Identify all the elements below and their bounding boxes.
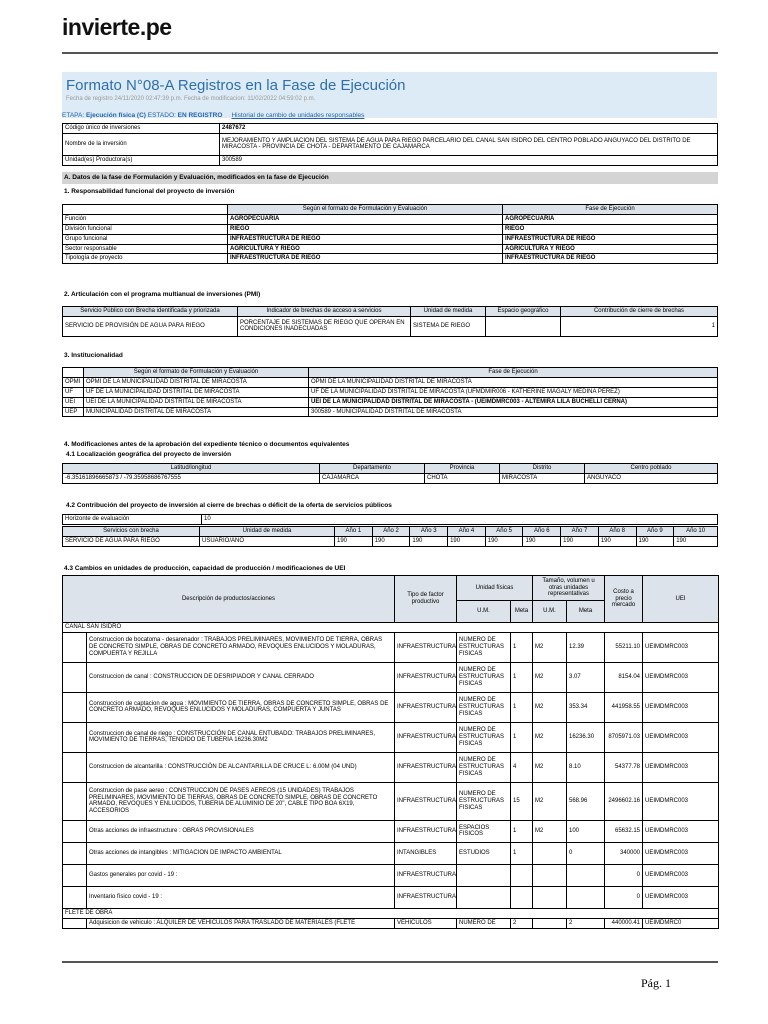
table-row: Función AGROPECUARIA AGROPECUARIA <box>63 214 718 224</box>
table-row: Inventario físico covid - 19 : INFRAESTRUCTURA 0 UEIMDMRC003 <box>63 886 719 908</box>
table-row: Adquisicion de vehiculo : ALQUILER DE VEHICULOS PARA TRASLADO DE MATERIALES (FLETE VEHICULOS NUMERO DE 2 2 440000.41 UEIMDMRC0 <box>63 918 719 928</box>
table-header: Latitud/longitud Departamento Provincia Distrito Centro poblado <box>63 464 718 474</box>
table-header: Según el formato de Formulación y Evaluación Fase de Ejecución <box>63 368 718 378</box>
page-number: Pág. 1 <box>641 976 671 990</box>
table-row: SERVICIO DE PROVISIÓN DE AGUA PARA RIEGO PORCENTAJE DE SISTEMAS DE RIEGO QUE OPERAN EN CONDICIONES INADECUADAS SISTEMA DE RIEGO 1 <box>63 316 718 336</box>
section-2-title: 2. Articulación con el programa multianual de inversiones (PMI) <box>64 291 261 298</box>
etapa-line: ETAPA: Ejecución física (C) ESTADO: EN REGISTRO Historial de cambio de unidades responsables <box>62 112 365 119</box>
table-header: Servicio Público con Brecha identificada y priorizada Indicador de brechas de acceso a servicios Unidad de medida Espacio geográfico Contribución de cierre de brechas <box>63 307 718 317</box>
section-41-title: 4.1 Localización geográfica del proyecto de inversión <box>66 451 232 458</box>
table-row: Gastos generales por covid - 19 : INFRAESTRUCTURA 0 UEIMDMRC003 <box>63 864 719 886</box>
table-row: Nombre de la inversión MEJORAMIENTO Y AMPLIACION DEL SISTEMA DE AGUA PARA RIEGO PARCELARIO DEL CANAL SAN ISIDRO DEL CENTRO POBLADO ANGUYACO DEL DISTRITO DE MIRACOSTA - PROVINCIA DE CHOTA - DEPARTAMENTO DE CAJAMARCA <box>63 133 718 155</box>
table-row: UEP MUNICIPALIDAD DISTRITAL DE MIRACOSTA 300589 - MUNICIPALIDAD DISTRITAL DE MIRACOSTA <box>63 407 718 417</box>
table-row: Grupo funcional INFRAESTRUCTURA DE RIEGO INFRAESTRUCTURA DE RIEGO <box>63 234 718 244</box>
table-row: SERVICIO DE AGUA PARA RIEGO USUARIO/AÑO 190 190 190 190 190 190 190 190 190 190 <box>63 536 718 546</box>
table-row: Construccion de alcantarilla : CONSTRUCCIÓN DE ALCANTARILLA DE CRUCE L: 6.00M (04 UND) INFRAESTRUCTURA NUMERO DE ESTRUCTURAS FISICAS 4 M2 8.10 54377.78 UEIMDMRC003 <box>63 752 719 782</box>
institucionalidad-table <box>62 367 718 417</box>
table-row: Unidad(es) Productora(s) 300589 <box>63 155 718 165</box>
horizonte-table <box>62 514 718 525</box>
section-4-title: 4. Modificaciones antes de la aprobación del expediente técnico o documentos equivalentes <box>64 441 350 448</box>
footer-rule <box>62 961 718 963</box>
section-a-title: A. Datos de la fase de Formulación y Evaluación, modificados en la fase de Ejecución <box>64 174 329 181</box>
table-row: Construccion de pase aereo : CONSTRUCCION DE PASES AEREOS (15 UNIDADES) TRABAJOS PRELIMINARES, MOVIMIENTO DE TIERRAS, OBRAS DE CONCRETO SIMPLE, OBRAS DE CONCRETO ARMADO, REVOQUES Y ENLUCIDOS, TUBERIA DE ALUMINIO DE 20", CABLE TIPO BOA 6X19, ACCESORIOS INFRAESTRUCTURA NUMERO DE ESTRUCTURAS FISICAS 15 M2 568.96 2496602.16 UEIMDMRC003 <box>63 782 719 820</box>
group-row: FLETE DE OBRA <box>63 908 719 918</box>
productos-table <box>62 575 719 929</box>
table-row: Construccion de canal de riego : CONSTRUCCIÓN DE CANAL ENTUBADO: TRABAJOS PRELIMINARES, MOVIMIENTO DE TIERRAS, TENDIDO DE TUBERIA 16236.30M2 INFRAESTRUCTURA NUMERO DE ESTRUCTURAS FISICAS 1 M2 16236.30 8705971.03 UEIMDMRC003 <box>63 722 719 752</box>
section-3-title: 3. Institucionalidad <box>64 352 123 359</box>
table-row: Construccion de captacion de agua : MOVIMIENTO DE TIERRA, OBRAS DE CONCRETO SIMPLE, OBRAS DE CONCRETO ARMADO, REVOQUES ENLUCIDOS Y MOLADURAS, COMPUERTA Y JUNTAS INFRAESTRUCTURA NUMERO DE ESTRUCTURAS FISICAS 1 M2 353.34 441958.55 UEIMDMRC003 <box>63 692 719 722</box>
pmi-table <box>62 306 718 337</box>
header-rule <box>62 52 718 54</box>
table-row: UEI UEI DE LA MUNICIPALIDAD DISTRITAL DE MIRACOSTA UEI DE LA MUNICIPALIDAD DISTRITAL DE MIRACOSTA - (UEIMDMRC003 - ALTEMIRA LILA BUCHELLI CERNA) <box>63 397 718 407</box>
table-header: Descripción de productos/acciones Tipo de factor productivo Unidad físicas Tamaño, volumen u otras unidades representativas Costo a precio mercado UEI <box>63 576 719 601</box>
table-row: Construccion de canal : CONSTRUCCION DE DESRIPIADOR Y CANAL CERRADO INFRAESTRUCTURA NUMERO DE ESTRUCTURAS FISICAS 1 M2 3.07 8154.04 UEIMDMRC003 <box>63 662 719 692</box>
table-row: Construccion de bocatoma - desarenador : TRABAJOS PRELIMINARES, MOVIMIENTO DE TIERRA, OBRAS DE CONCRETO SIMPLE, OBRAS DE CONCRETO ARMADO, REVOQUES ENLUCIDOS Y MOLADURAS, COMPUERTA Y REJILLA INFRAESTRUCTURA NUMERO DE ESTRUCTURAS FISICAS 1 M2 12.39 55211.10 UEIMDMRC003 <box>63 632 719 662</box>
historial-link[interactable]: Historial de cambio de unidades responsables <box>231 112 365 119</box>
table-row: División funcional RIEGO RIEGO <box>63 224 718 234</box>
logo: invierte.pe <box>62 14 172 40</box>
table-row: UF UF DE LA MUNICIPALIDAD DISTRITAL DE MIRACOSTA UF DE LA MUNICIPALIDAD DISTRITAL DE MIRACOSTA (UFMDMIR006 - KATHERINE MAGALY MEDINA PEREZ) <box>63 387 718 397</box>
table-row: Código único de inversiones 2487672 <box>63 124 718 134</box>
section-42-title: 4.2 Contribución del proyecto de inversión al cierre de brechas o déficit de la oferta de servicios públicos <box>66 502 392 509</box>
table-row: OPMI OPMI DE LA MUNICIPALIDAD DISTRITAL DE MIRACOSTA OPMI DE LA MUNICIPALIDAD DISTRITAL DE MIRACOSTA <box>63 377 718 387</box>
page-title: Formato N°08-A Registros en la Fase de Ejecución <box>66 77 406 94</box>
table-row: Otras acciones de infraestructure : OBRAS PROVISIONALES INFRAESTRUCTURA ESPACIOS FISICOS 1 M2 100 65632.15 UEIMDMRC003 <box>63 820 719 842</box>
table-row: Sector responsable AGRICULTURA Y RIEGO AGRICULTURA Y RIEGO <box>63 244 718 254</box>
group-row: CANAL SAN ISIDRO <box>63 623 719 633</box>
estado-value: EN REGISTRO <box>177 112 223 119</box>
table-row: Otras acciones de intangibles : MITIGACION DE IMPACTO AMBIENTAL INTANGIBLES ESTUDIOS 1 0 340000 UEIMDMRC003 <box>63 842 719 864</box>
table-row: Tipología de proyecto INFRAESTRUCTURA DE RIEGO INFRAESTRUCTURA DE RIEGO <box>63 254 718 264</box>
responsabilidad-table <box>62 204 718 264</box>
record-dates: Fecha de registro 24/11/2020 02:47:39 p.m. Fecha de modificacion: 11/02/2022 04:59:02 p.m. <box>66 96 316 102</box>
table-header: Según el formato de Formulación y Evaluación Fase de Ejecución <box>63 205 718 215</box>
table-header: Servicios con brecha Unidad de medida Año 1 Año 2 Año 3 Año 4 Año 5 Año 6 Año 7 Año 8 Año 9 Año 10 <box>63 527 718 537</box>
section-43-title: 4.3 Cambios en unidades de producción, capacidad de producción / modificaciones de UEI <box>64 565 346 572</box>
localizacion-table <box>62 463 718 484</box>
etapa-value: Ejecución física (C) <box>85 112 146 119</box>
info-table <box>62 123 718 166</box>
section-1-title: 1. Responsabilidad funcional del proyecto de inversión <box>64 188 235 195</box>
table-header: U.M. Meta U.M. Meta <box>63 601 719 623</box>
brechas-table <box>62 526 718 547</box>
table-row: Horizonte de evaluación 10 <box>63 515 718 525</box>
table-row: -6.35161896665873 / -79.35958686767555 CAJAMARCA CHOTA MIRACOSTA ANGUYACO <box>63 473 718 483</box>
